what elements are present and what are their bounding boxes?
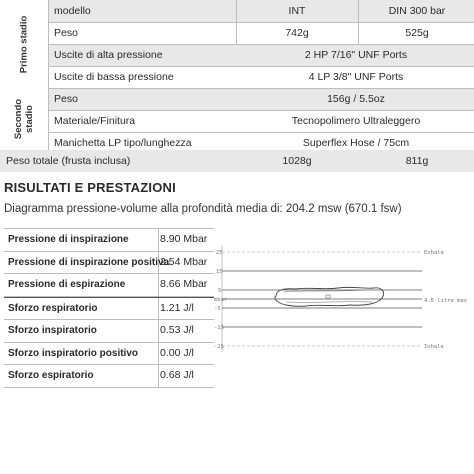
- result-row: [4, 252, 214, 275]
- spec-label: modello: [54, 5, 91, 17]
- result-label: Sforzo inspiratorio positivo: [8, 347, 139, 359]
- y-tick-label: -25: [214, 344, 224, 350]
- spec-value-din: 811g: [405, 155, 429, 167]
- spec-row-lp-ports: [0, 66, 474, 88]
- result-label: Pressione di inspirazione: [8, 234, 129, 245]
- result-value: 2.54 Mbar: [160, 255, 208, 268]
- y-tick-label: -15: [214, 325, 224, 331]
- spec-value: Superflex Hose / 75cm: [302, 137, 410, 149]
- spec-row-hp-ports: [0, 44, 474, 66]
- spec-value-int: 1028g: [282, 155, 312, 167]
- result-value: 8.66 Mbar: [160, 278, 208, 290]
- result-row: [4, 343, 214, 366]
- spec-value: Tecnopolimero Ultraleggero: [291, 115, 421, 127]
- exhale-label: Exhale: [424, 250, 444, 256]
- result-label: Pressione di espirazione: [8, 279, 126, 290]
- spec-label: Peso: [54, 27, 78, 39]
- result-label: Sforzo respiratorio: [8, 302, 98, 314]
- result-label: Pressione di inspirazione positiva: [8, 256, 170, 268]
- result-row: [4, 320, 214, 343]
- spec-row-weight: [0, 22, 474, 44]
- result-value: 0.00 J/l: [160, 346, 194, 359]
- spec-row-second-weight: [0, 88, 474, 110]
- results-table: [4, 228, 214, 388]
- spec-value: 4 LP 3/8" UNF Ports: [308, 71, 404, 83]
- second-stage-label: Secondo stadio: [13, 98, 35, 140]
- y-axis-label: mbar: [214, 297, 228, 303]
- spec-row-model: [0, 0, 474, 22]
- spec-value-int: 742g: [285, 27, 309, 39]
- spec-row-material: [0, 110, 474, 132]
- spec-label: Uscite di bassa pressione: [54, 71, 174, 83]
- inhale-label: Inhale: [424, 344, 444, 350]
- pressure-volume-diagram: [214, 240, 474, 360]
- spec-label: Peso: [54, 93, 78, 105]
- spec-value-din: DIN 300 bar: [388, 5, 446, 17]
- spec-value-din: 525g: [405, 27, 429, 39]
- result-row: [4, 365, 214, 388]
- spec-label: Manichetta LP tipo/lunghezza: [54, 137, 192, 149]
- results-subtitle: Diagramma pressione-volume alla profondità media di: 204.2 msw (670.1 fsw): [4, 203, 402, 215]
- result-row: [4, 297, 214, 321]
- spec-value: 156g / 5.5oz: [327, 93, 385, 105]
- y-tick-label: 15: [216, 269, 223, 275]
- spec-table: [0, 0, 474, 172]
- y-tick-label: 25: [216, 250, 223, 256]
- result-value: 0.53 J/l: [160, 324, 194, 336]
- result-value: 0.68 J/l: [160, 369, 194, 381]
- results-title: RISULTATI E PRESTAZIONI: [4, 180, 176, 195]
- first-stage-label: Primo stadio: [18, 15, 30, 73]
- spec-value-int: INT: [288, 5, 306, 17]
- spec-label: Peso totale (frusta inclusa): [6, 155, 131, 167]
- spec-label: Uscite di alta pressione: [54, 49, 163, 61]
- max-volume-label: 4.5 litre max: [424, 298, 468, 304]
- result-row: [4, 228, 214, 252]
- result-label: Sforzo inspiratorio: [8, 325, 97, 336]
- spec-label: Materiale/Finitura: [54, 115, 136, 127]
- spec-row-total-weight: [0, 150, 474, 172]
- spec-value: 2 HP 7/16" UNF Ports: [304, 49, 408, 61]
- result-value: 1.21 J/l: [160, 301, 194, 314]
- result-value: 8.90 Mbar: [160, 233, 208, 245]
- result-label: Sforzo espiratorio: [8, 370, 94, 381]
- result-row: [4, 274, 214, 297]
- y-tick-label: -5: [214, 306, 221, 312]
- y-tick-label: 5: [218, 288, 222, 294]
